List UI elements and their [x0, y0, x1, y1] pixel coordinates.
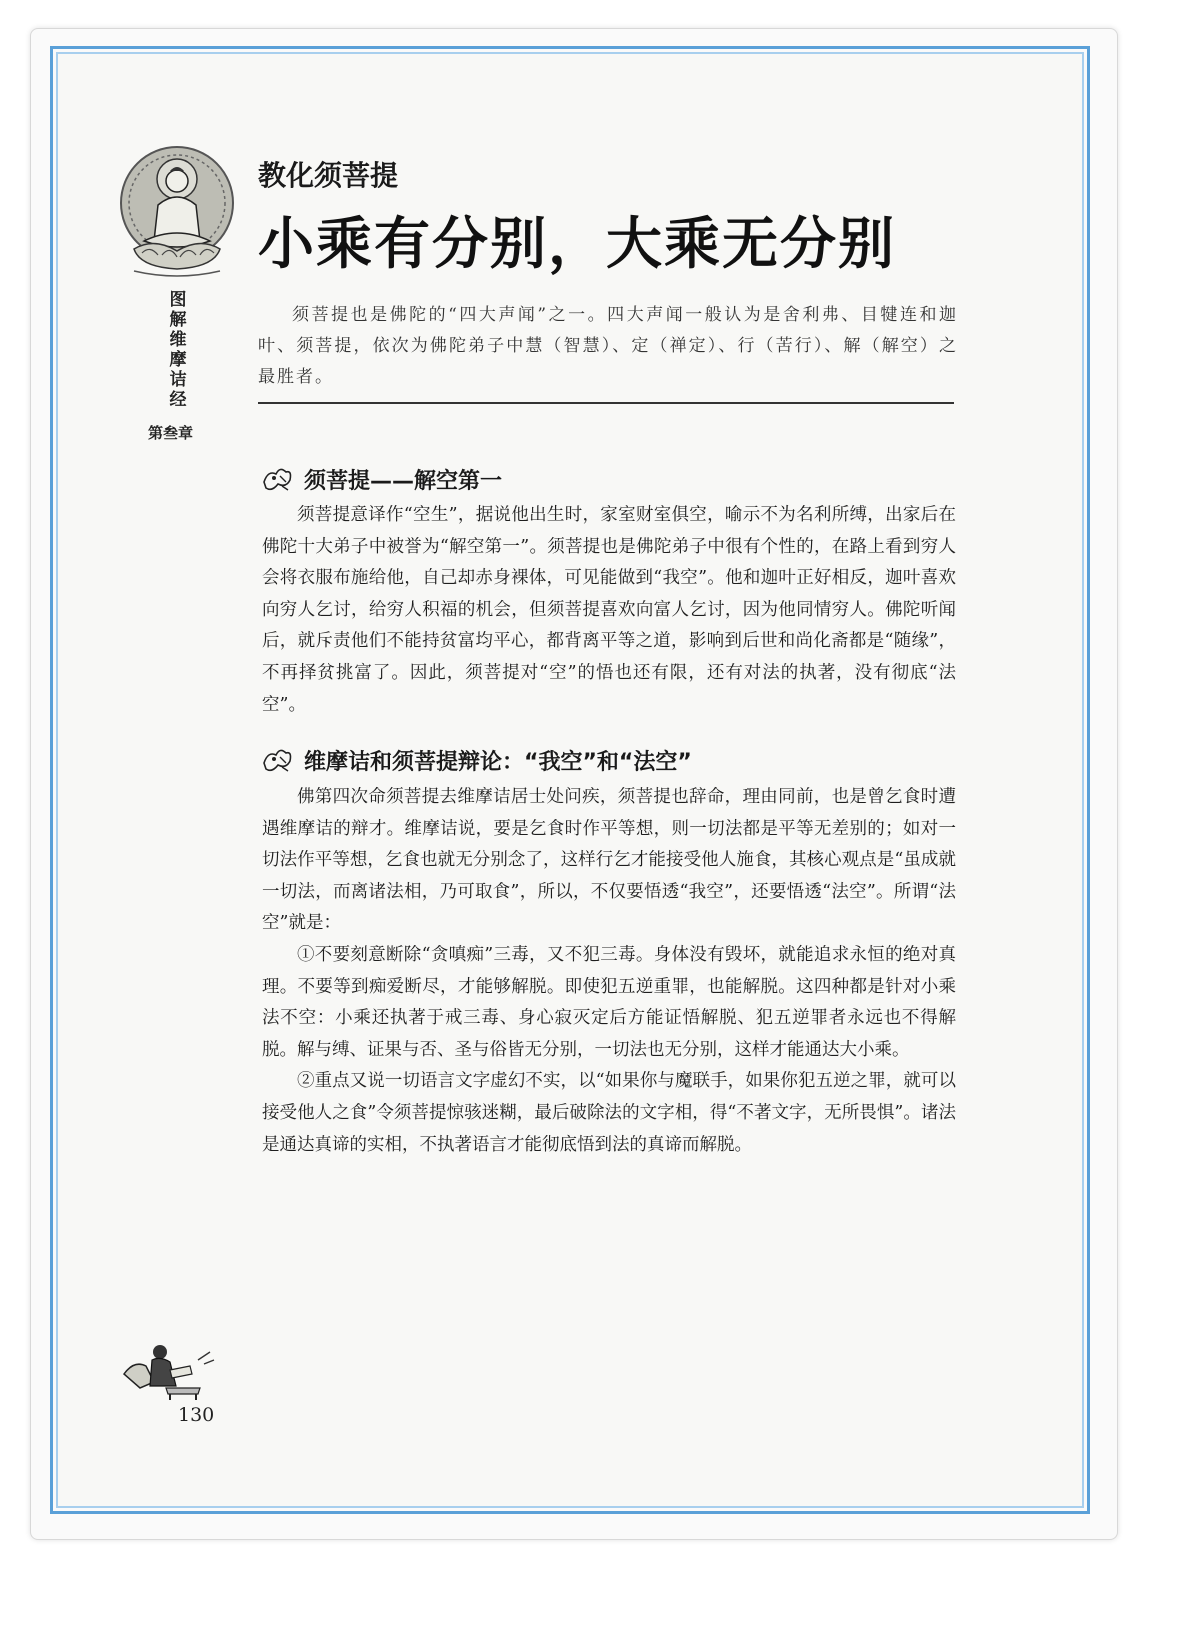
- body-paragraph: 佛第四次命须菩提去维摩诘居士处问疾，须菩提也辞命，理由同前，也是曾乞食时遭遇维摩诘的辩才。维摩诘说，要是乞食时作平等想，则一切法都是平等无差别的；如对一切法作平等想，乞食也就无分别念了，这样行乞才能接受他人施食，其核心观点是“虽成就一切法，而离诸法相，乃可取食”，所以，不仅要悟透“我空”，还要悟透“法空”。所谓“法空”就是：: [262, 787, 956, 934]
- chapter-label: 第叁章: [148, 424, 194, 442]
- body-paragraph: ①不要刻意断除“贪嗔痴”三毒，又不犯三毒。身体没有毁坏，就能追求永恒的绝对真理。不要等到痴爱断尽，才能够解脱。即使犯五逆重罪，也能解脱。这四种都是针对小乘法不空：小乘还执著于戒三毒、身心寂灭定后方能证悟解脱、犯五逆罪者永远也不得解脱。解与缚、证果与否、圣与俗皆无分别，一切法也无分别，这样才能通达大小乘。: [262, 944, 956, 1060]
- intro-paragraph: 须菩提也是佛陀的“四大声闻”之一。四大声闻一般认为是舍利弗、目犍连和迦叶、须菩提，依次为佛陀弟子中慧（智慧）、定（禅定）、行（苦行）、解（解空）之最胜者。: [258, 305, 958, 387]
- section-body: [262, 500, 956, 721]
- section-body: [262, 782, 956, 1161]
- page-number: 130: [178, 1404, 215, 1426]
- section-title: 维摩诘和须菩提辩论：“我空”和“法空”: [304, 749, 692, 775]
- side-book-title: 图解维摩诘经: [169, 290, 187, 410]
- ornament-icon: [258, 462, 298, 496]
- buddha-illustration: [114, 145, 240, 285]
- scholar-figure-illustration: [120, 1330, 216, 1400]
- body-paragraph: ②重点又说一切语言文字虚幻不实，以“如果你与魔联手，如果你犯五逆之罪，就可以接受他人之食”令须菩提惊骇迷糊，最后破除法的文字相，得“不著文字，无所畏惧”。诸法是通达真谛的实相，不执著语言才能彻底悟到法的真谛而解脱。: [262, 1071, 956, 1155]
- section-heading: [258, 462, 502, 496]
- body-paragraph: 须菩提意译作“空生”，据说他出生时，家室财室俱空，喻示不为名利所缚，出家后在佛陀十大弟子中被誉为“解空第一”。须菩提也是佛陀弟子中很有个性的，在路上看到穷人会将衣服布施给他，自己却赤身裸体，可见能做到“我空”。他和迦叶正好相反，迦叶喜欢向穷人乞讨，给穷人积福的机会，但须菩提喜欢向富人乞讨，因为他同情穷人。佛陀听闻后，就斥责他们不能持贫富均平心，都背离平等之道，影响到后世和尚化斋都是“随缘”，不再择贫挑富了。因此，须菩提对“空”的悟也还有限，还有对法的执著，没有彻底“法空”。: [262, 505, 956, 715]
- divider-rule: [258, 402, 954, 404]
- section-title: 须菩提——解空第一: [304, 468, 503, 494]
- section-heading: [258, 743, 692, 777]
- ornament-icon: [258, 743, 298, 777]
- section-subtitle: 教化须菩提: [258, 159, 399, 192]
- page-title: 小乘有分别，大乘无分别: [258, 212, 896, 277]
